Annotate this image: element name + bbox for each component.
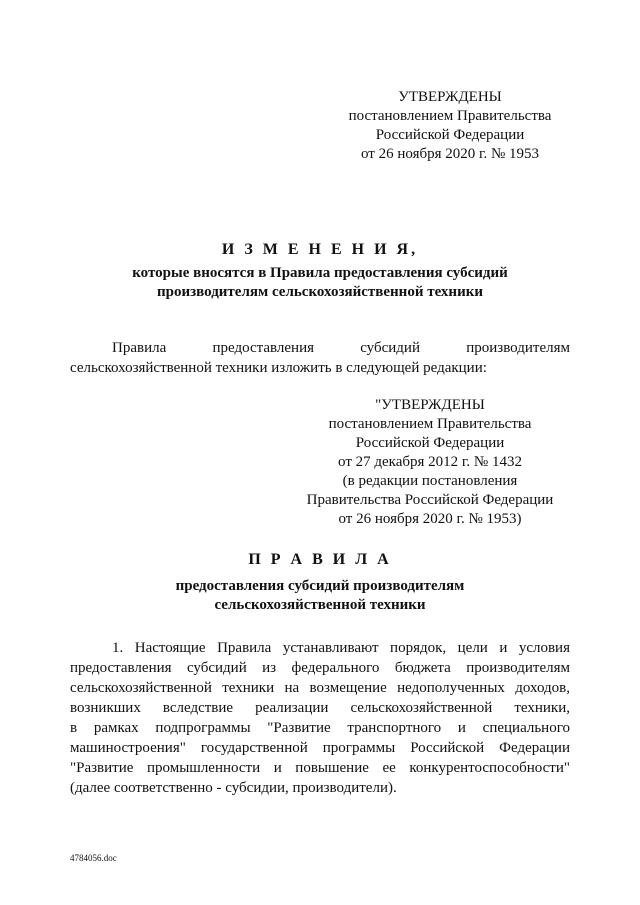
approval-line: от 26 ноября 2020 г. № 1953): [338, 511, 522, 527]
changes-title: И З М Е Н Е Н И Я,: [221, 241, 419, 258]
rules-subtitle-line: предоставления субсидий производителям: [175, 578, 465, 594]
paragraph-line: в рамках подпрограммы "Развитие транспортного и специального: [70, 720, 570, 736]
intro-paragraph: [70, 338, 570, 378]
changes-subtitle-line: которые вносятся в Правила предоставления субсидий: [132, 265, 508, 281]
changes-subtitle: [70, 264, 570, 302]
paragraph-line: "Развитие промышленности и повышение ее конкурентоспособности": [70, 760, 570, 776]
approval-block-2: [290, 396, 570, 529]
footer-doc-id: 4784056.doc: [70, 853, 117, 863]
rules-subtitle: [70, 577, 570, 615]
paragraph-line: 1. Настоящие Правила устанавливают порядок, цели и условия: [112, 640, 570, 656]
approval-line: Правительства Российской Федерации: [306, 492, 554, 508]
approval-block: [330, 88, 570, 164]
approval-line: "УТВЕРЖДЕНЫ: [375, 397, 485, 413]
approval-line: Российской Федерации: [375, 127, 525, 143]
paragraph-line: (далее соответственно - субсидии, производители).: [70, 780, 397, 796]
approval-line: от 26 ноября 2020 г. № 1953: [360, 146, 540, 162]
approval-line: Российской Федерации: [355, 435, 505, 451]
paragraph-line: машиностроения" государственной программы Российской Федерации: [70, 740, 570, 756]
approval-line: постановлением Правительства: [328, 416, 532, 432]
approval-line: УТВЕРЖДЕНЫ: [398, 89, 502, 105]
approval-line: (в редакции постановления: [342, 473, 518, 489]
paragraph-line: сельскохозяйственной техники на возмещение недополученных доходов,: [70, 680, 570, 696]
approval-line: от 27 декабря 2012 г. № 1432: [338, 454, 522, 470]
paragraph-1: [70, 638, 570, 798]
paragraph-line: Правила предоставления субсидий производителям: [112, 340, 570, 356]
paragraph-line: возникших вследствие реализации сельскохозяйственной техники,: [70, 700, 570, 716]
approval-line: постановлением Правительства: [348, 108, 552, 124]
paragraph-line: сельскохозяйственной техники изложить в следующей редакции:: [70, 360, 487, 376]
rules-title: П Р А В И Л А: [248, 551, 392, 568]
rules-subtitle-line: сельскохозяйственной техники: [214, 597, 426, 613]
paragraph-line: предоставления субсидий из федерального бюджета производителям: [70, 660, 570, 676]
changes-subtitle-line: производителям сельскохозяйственной техники: [156, 284, 484, 300]
